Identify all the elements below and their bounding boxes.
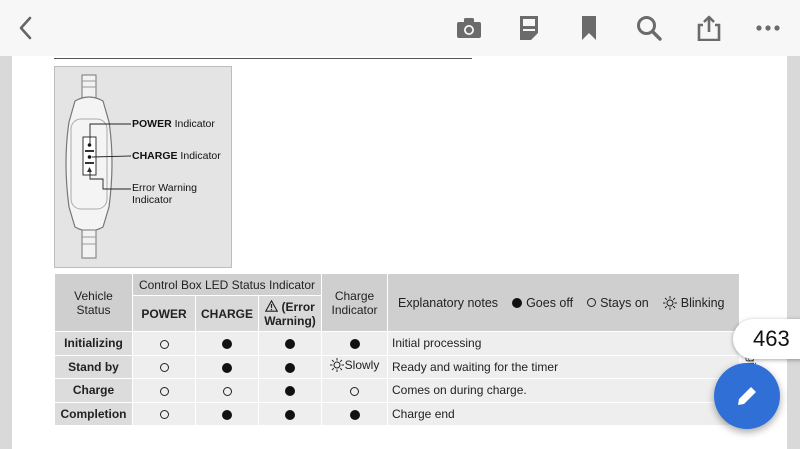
page-number: 463 <box>753 326 790 351</box>
row-note: Ready and waiting for the timer <box>388 355 740 379</box>
power-stays-on-icon <box>160 340 169 349</box>
row-error <box>259 332 322 356</box>
back-button[interactable] <box>10 12 42 44</box>
row-status: Completion <box>55 402 133 426</box>
power-callout-text: Indicator <box>171 118 215 130</box>
row-status: Initializing <box>55 332 133 356</box>
error-indicator-callout <box>132 182 197 206</box>
row-power <box>133 355 196 379</box>
power-stays-on-icon <box>160 387 169 396</box>
camera-icon <box>456 17 482 39</box>
table-row <box>55 332 740 356</box>
row-indicator <box>322 332 388 356</box>
vehicle-status-header: Vehicle Status <box>55 274 133 332</box>
camera-button[interactable] <box>453 12 485 44</box>
notes-header: Explanatory notes <box>398 295 499 310</box>
error-callout-line2: Indicator <box>132 194 173 206</box>
edit-pencil-icon <box>734 383 760 409</box>
row-indicator <box>322 379 388 403</box>
error-warning-label: (Error Warning) <box>264 299 316 328</box>
notes-legend <box>398 296 739 310</box>
bookmark-button[interactable] <box>573 12 605 44</box>
charge-goes-off-icon <box>222 363 232 373</box>
warning-triangle-icon <box>265 300 278 312</box>
power-callout-bold: POWER <box>132 118 172 130</box>
row-indicator <box>322 355 388 379</box>
row-note: Initial processing <box>388 332 740 356</box>
row-charge <box>196 332 259 356</box>
indicator-stays-on-icon <box>350 387 359 396</box>
row-status: Charge <box>55 379 133 403</box>
share-icon <box>697 15 721 41</box>
bookmark-icon <box>580 15 598 41</box>
power-indicator-callout <box>132 118 215 130</box>
open-circle-icon <box>587 298 596 307</box>
row-note: Comes on during charge. <box>388 379 740 403</box>
row-note: Charge end <box>388 402 740 426</box>
indicator-goes-off-icon <box>350 339 360 349</box>
table-row <box>55 379 740 403</box>
app-toolbar <box>0 0 800 56</box>
legend-blinking-label: Blinking <box>680 295 725 310</box>
led-status-table <box>54 273 740 426</box>
row-error <box>259 355 322 379</box>
row-charge <box>196 402 259 426</box>
row-error <box>259 402 322 426</box>
row-error <box>259 379 322 403</box>
table-row <box>55 402 740 426</box>
legend-goes-off <box>512 296 573 310</box>
charge-header: CHARGE <box>196 296 259 332</box>
document-page <box>12 56 787 449</box>
row-power <box>133 332 196 356</box>
led-group-header: Control Box LED Status Indicator <box>133 274 322 296</box>
row-charge <box>196 379 259 403</box>
page-rule <box>54 58 472 59</box>
blinking-icon <box>663 296 677 310</box>
more-button[interactable] <box>752 12 784 44</box>
row-indicator <box>322 402 388 426</box>
error-callout-line1: Error Warning <box>132 182 197 194</box>
indicator-goes-off-icon <box>350 410 360 420</box>
charge-goes-off-icon <box>222 339 232 349</box>
error-goes-off-icon <box>285 363 295 373</box>
back-icon <box>16 15 36 41</box>
legend-blinking <box>663 296 725 310</box>
charge-callout-bold: CHARGE <box>132 150 178 162</box>
charge-indicator-header: Charge Indicator <box>322 274 388 332</box>
search-button[interactable] <box>633 12 665 44</box>
power-stays-on-icon <box>160 410 169 419</box>
legend-stays-on-label: Stays on <box>600 295 649 310</box>
document-viewport[interactable] <box>0 56 800 449</box>
legend-goes-off-label: Goes off <box>526 295 574 310</box>
control-box-drawing <box>55 67 231 267</box>
filled-circle-icon <box>512 298 522 308</box>
blinking-icon <box>330 358 344 372</box>
charge-goes-off-icon <box>222 410 232 420</box>
more-icon <box>756 24 780 32</box>
charge-indicator-callout <box>132 150 221 162</box>
charge-stays-on-icon <box>223 387 232 396</box>
error-goes-off-icon <box>285 386 295 396</box>
row-power <box>133 379 196 403</box>
table-row <box>55 355 740 379</box>
power-header: POWER <box>133 296 196 332</box>
notes-header-cell <box>388 274 740 332</box>
control-box-illustration <box>54 66 232 268</box>
error-warning-header <box>259 296 322 332</box>
indicator-text: Slowly <box>344 358 380 373</box>
page-layout-icon <box>518 15 540 41</box>
status-rows <box>55 332 740 426</box>
power-stays-on-icon <box>160 363 169 372</box>
page-number-badge[interactable] <box>733 319 800 359</box>
error-goes-off-icon <box>285 410 295 420</box>
row-charge <box>196 355 259 379</box>
page-layout-button[interactable] <box>513 12 545 44</box>
edit-fab-button[interactable] <box>714 363 780 429</box>
row-power <box>133 402 196 426</box>
row-status: Stand by <box>55 355 133 379</box>
search-icon <box>636 15 662 41</box>
error-goes-off-icon <box>285 339 295 349</box>
share-button[interactable] <box>693 12 725 44</box>
legend-stays-on <box>587 296 649 310</box>
charge-callout-text: Indicator <box>177 150 221 162</box>
